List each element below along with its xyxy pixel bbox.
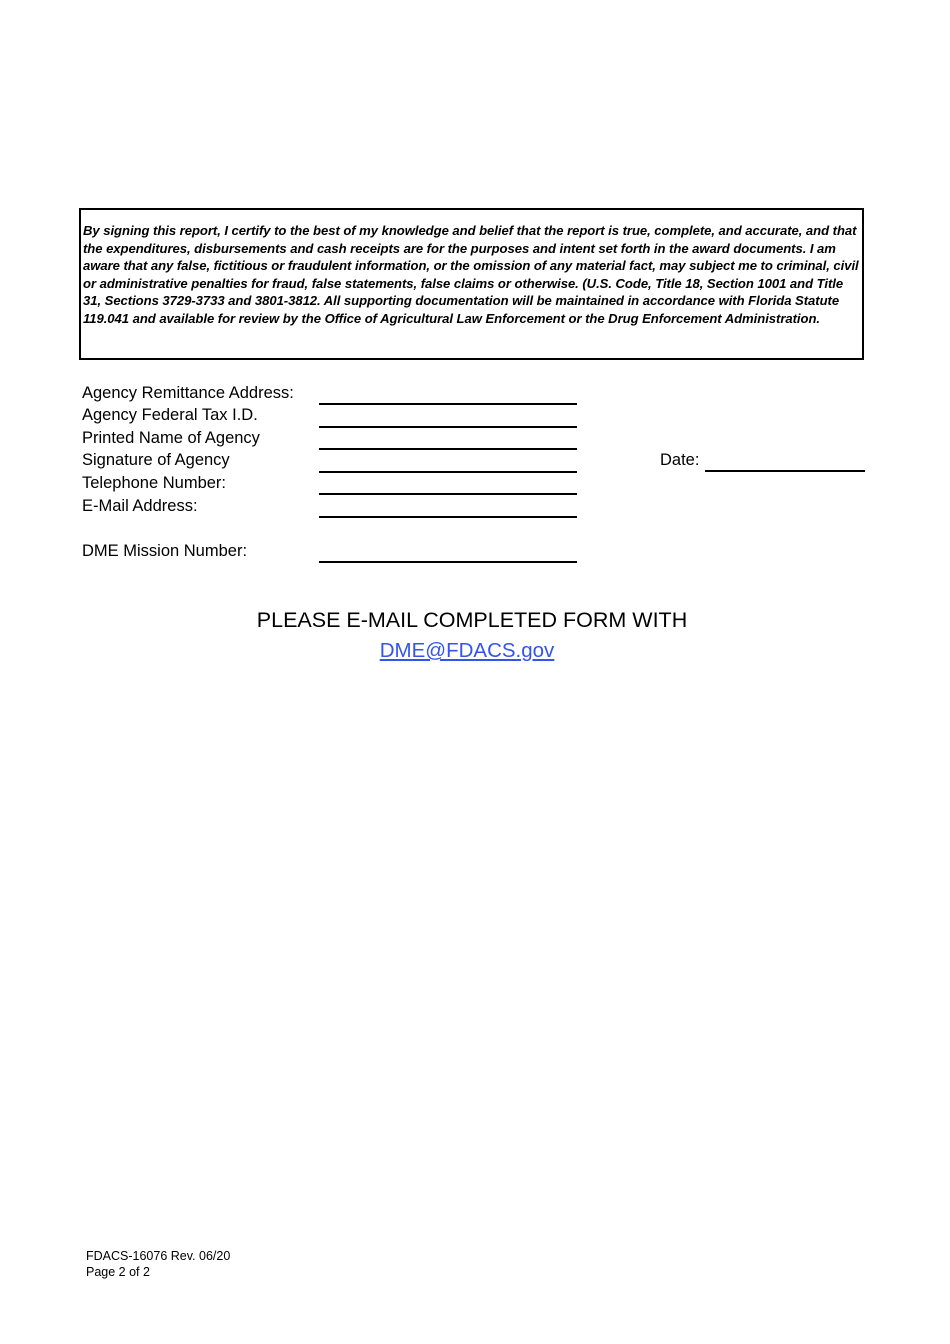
printed-name-label: Printed Name of Agency — [82, 429, 260, 447]
email-link-text[interactable]: DME@FDACS.gov — [379, 639, 555, 662]
certification-text: By signing this report, I certify to the best of my knowledge and belief that the report is true, complete, and accurate, and that the expenditures, disbursements and cash receipts are for the purposes and intent set forth in the award documents. I am aware that any false, fictitious or fraudulent information, or the omission of any material fact, may subject me to criminal, civil or administrative penalties for fraud, false statements, false claims or otherwise. (U.S. Code, Title 18, Section 1001 and Title 31, Sections 3729-3733 and 3801-3812. All supporting documentation will be maintained in accordance with Florida Statute 119.041 and available for review by the Office of Agricultural Law Enforcement or the Drug Enforcement Administration. — [83, 223, 859, 326]
federal-tax-id-field[interactable] — [319, 426, 577, 428]
certification-box — [79, 208, 864, 360]
mission-number-label: DME Mission Number: — [82, 542, 248, 560]
page-number: Page 2 of 2 — [86, 1265, 150, 1279]
telephone-label: Telephone Number: — [82, 474, 227, 492]
remittance-address-field[interactable] — [319, 403, 577, 405]
signature-field[interactable] — [319, 471, 577, 473]
form-id: FDACS-16076 Rev. 06/20 — [86, 1249, 231, 1263]
email-address-field[interactable] — [319, 516, 577, 518]
email-link[interactable] — [0, 638, 934, 664]
signature-label: Signature of Agency — [82, 451, 230, 469]
date-label: Date: — [660, 451, 700, 469]
printed-name-field[interactable] — [319, 448, 577, 450]
date-field[interactable] — [705, 470, 865, 472]
email-instruction: PLEASE E-MAIL COMPLETED FORM WITH — [256, 608, 688, 632]
mission-number-field[interactable] — [319, 561, 577, 563]
email-address-label: E-Mail Address: — [82, 497, 198, 515]
telephone-field[interactable] — [319, 493, 577, 495]
remittance-address-label: Agency Remittance Address: — [82, 384, 294, 402]
federal-tax-id-label: Agency Federal Tax I.D. — [82, 406, 258, 424]
